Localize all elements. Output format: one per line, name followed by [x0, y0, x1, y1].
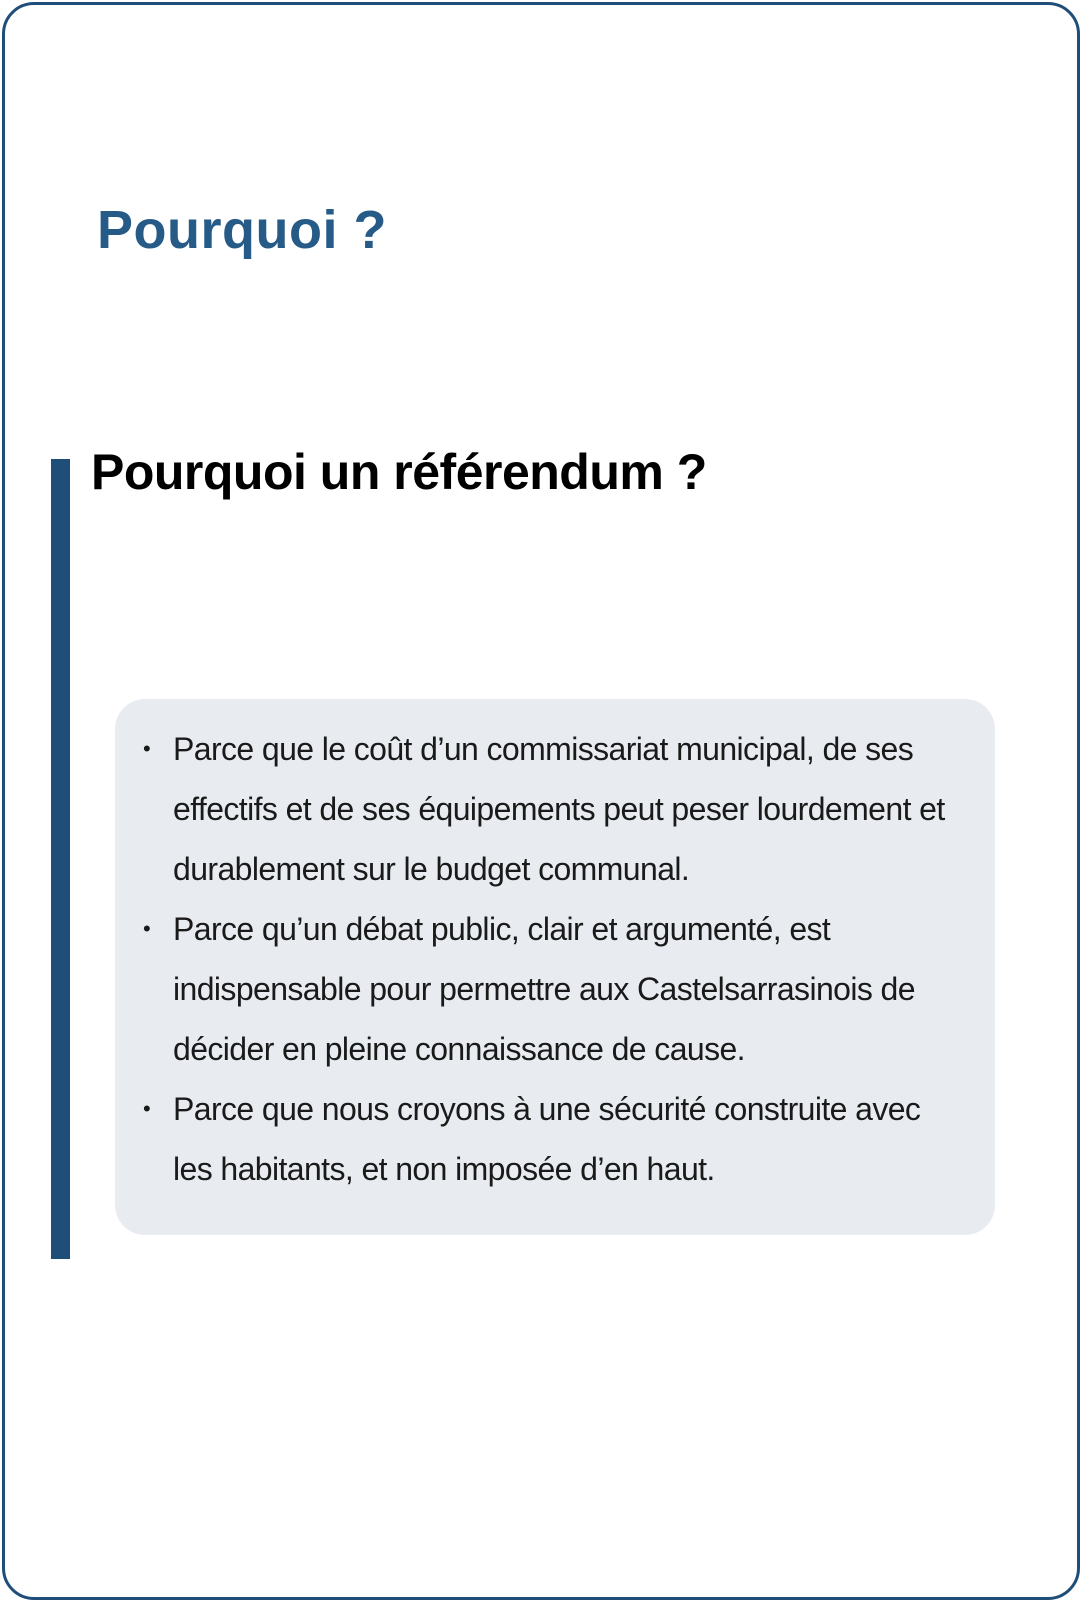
reasons-list — [143, 719, 955, 1199]
page-title: Pourquoi ? — [97, 200, 387, 260]
bullet-icon: • — [143, 1096, 151, 1121]
bullet-icon: • — [143, 916, 151, 941]
bullet-icon: • — [143, 736, 151, 761]
document-card — [2, 2, 1080, 1600]
reason-text-3: Parce que nous croyons à une sécurité construite avec les habitants, et non imposée d’en haut. — [173, 1091, 921, 1187]
section-accent-bar — [51, 459, 70, 1259]
reason-text-1: Parce que le coût d’un commissariat municipal, de ses effectifs et de ses équipements peut peser lourdement et durablement sur le budget communal. — [173, 731, 945, 887]
reasons-box — [115, 699, 995, 1235]
reason-text-2: Parce qu’un débat public, clair et argumenté, est indispensable pour permettre aux Castelsarrasinois de décider en pleine connaissance de cause. — [173, 911, 915, 1067]
section-heading: Pourquoi un référendum ? — [91, 444, 707, 500]
reason-item-2 — [143, 899, 955, 1079]
reason-item-1 — [143, 719, 955, 899]
reason-item-3 — [143, 1079, 955, 1199]
